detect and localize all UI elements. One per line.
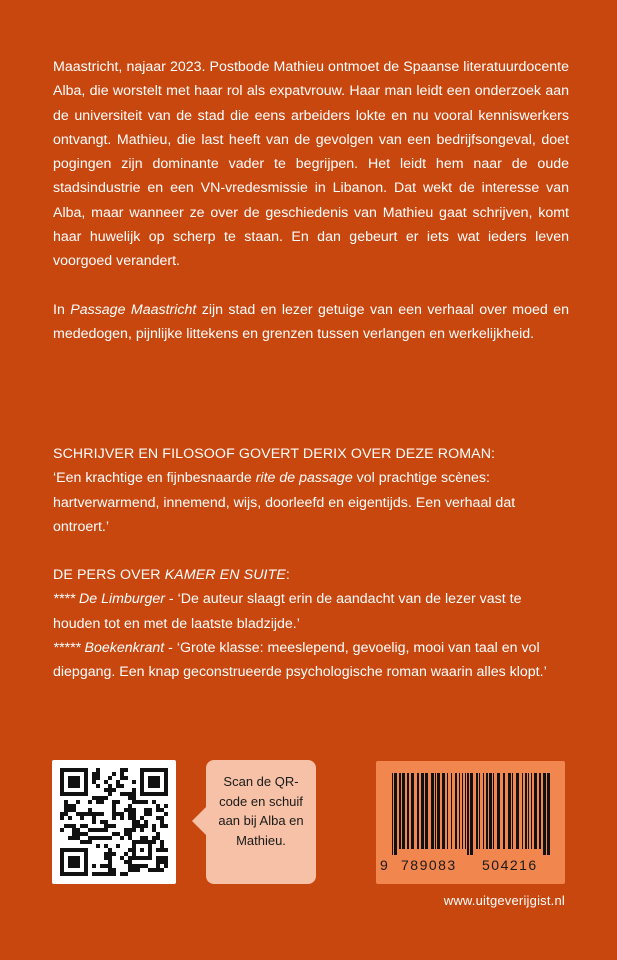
press-heading-pre: DE PERS OVER [53, 567, 165, 584]
barcode-icon [392, 773, 554, 855]
blurb-paragraph-1: Maastricht, najaar 2023. Postbode Mathieu ontmoet de Spaanse literatuurdocente Alba, die worstelt met haar rol als expatvrouw. Haar man leidt een onderzoek aan de universiteit van de stad die eens arbeiders lokte en nu vooral kenniswerkers ontvangt. Mathieu, die last heeft van de gevolgen van een bedrijfsongeval, doet pogingen zijn dominante vader te begrijpen. Het leidt hem naar de oude stadsindustrie en een VN-vredesmissie in Libanon. Dat wekt de interesse van Alba, maar wanneer ze over de geschiedenis van Mathieu gaat schrijven, komt haar huwelijk op scherp te staan. En dan gebeurt er iets wat ieders leven voorgoed verandert. [53, 59, 569, 270]
review-1-text: - ‘De auteur slaagt erin de aandacht van de lezer vast te houden tot en met de laatste bladzijde.’ [53, 591, 522, 632]
quote-pre: ‘Een krachtige en fijnbesnaarde [53, 470, 256, 487]
endorsement-quote [53, 466, 569, 539]
endorsement-heading: SCHRIJVER EN FILOSOOF GOVERT DERIX OVER DEZE ROMAN: [53, 446, 496, 462]
qr-callout [206, 760, 316, 884]
review-2-text: - ‘Grote klasse: meeslepend, gevoelig, mooi van taal en vol diepgang. Een knap geconstrueerde psychologische roman waarin alles klopt.’ [53, 640, 547, 681]
review-1-source: **** De Limburger [53, 591, 165, 608]
publisher-website[interactable]: www.uitgeverijgist.nl [443, 893, 565, 908]
qr-code-icon [60, 768, 168, 876]
press-heading-post: : [285, 567, 290, 584]
isbn-barcode [376, 761, 565, 884]
press-heading-title: KAMER EN SUITE [164, 567, 286, 584]
isbn-first-digit: 9 [380, 857, 388, 873]
quote-italic: rite de passage [255, 470, 353, 487]
press-reviews [53, 563, 569, 684]
review-2 [53, 636, 569, 685]
callout-text: Scan de QR-code en schuif aan bij Alba en Mathieu. [218, 774, 304, 848]
qr-code[interactable] [52, 760, 176, 884]
review-2-source: ***** Boekenkrant [53, 640, 165, 657]
isbn-group-2: 504216 [482, 857, 538, 873]
blurb-paragraph-2 [53, 298, 569, 347]
isbn-group-1: 789083 [401, 857, 457, 873]
book-title: Passage Maastricht [70, 301, 197, 318]
reviews-section [53, 442, 569, 685]
blurb-p2-pre: In [53, 301, 71, 318]
back-cover-blurb [53, 55, 569, 346]
quote-post: vol prachtige scènes: hartverwarmend, innemend, wijs, doorleefd en eigentijds. Een verhaal dat ontroert.’ [53, 470, 516, 535]
press-heading [53, 563, 569, 587]
review-1 [53, 587, 569, 636]
author-endorsement [53, 442, 569, 539]
blurb-p2-post: zijn stad en lezer getuige van een verhaal over moed en mededogen, pijnlijke littekens en grenzen tussen verlangen en werkelijkheid. [53, 301, 569, 342]
